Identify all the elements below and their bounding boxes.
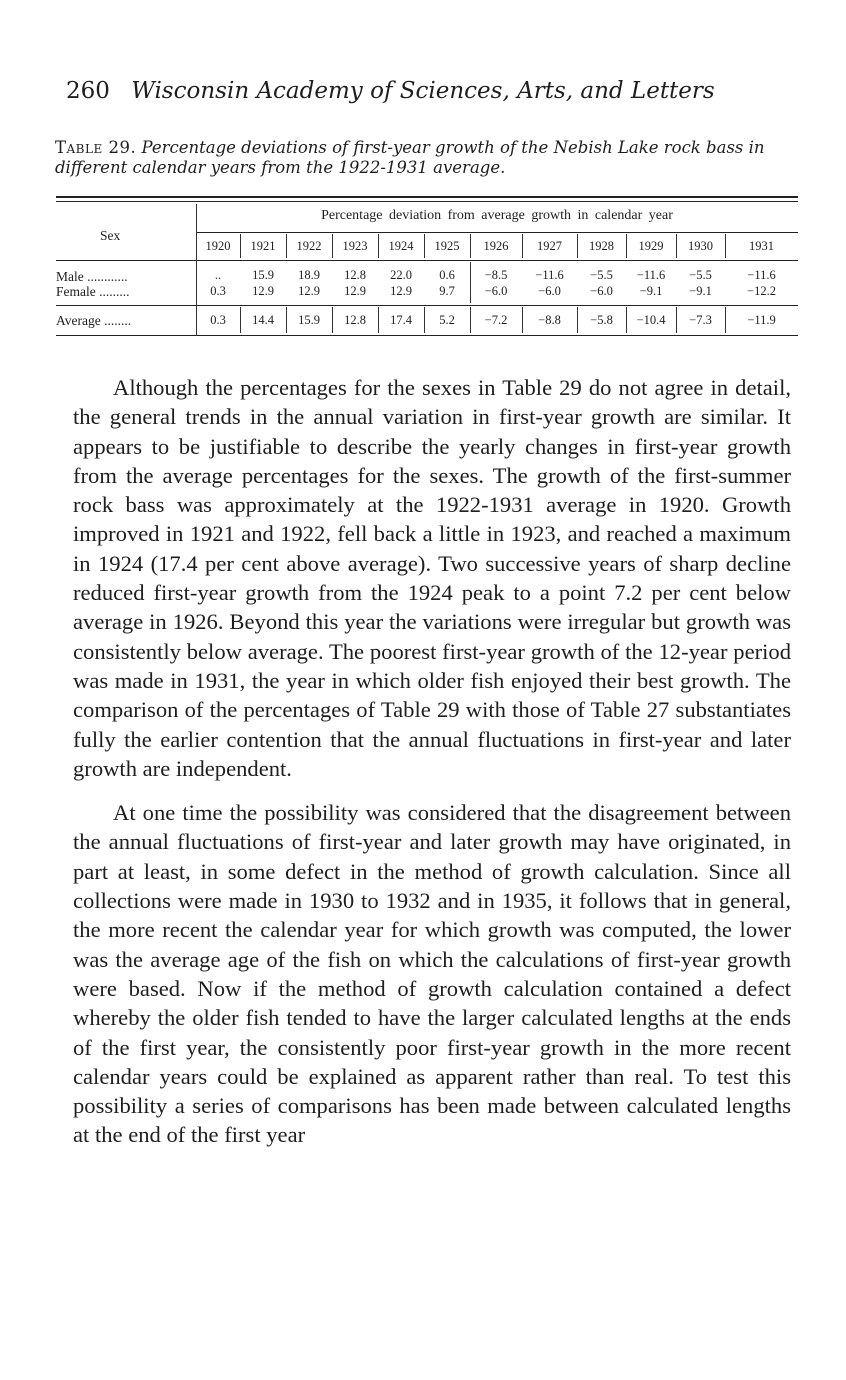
male-row-cell: −8.5 — [484, 268, 508, 282]
column-divider — [725, 234, 726, 258]
year-header: 1931 — [749, 239, 774, 253]
table-top-rule — [56, 196, 798, 198]
male-row-cell: 15.9 — [252, 268, 274, 282]
year-header: 1920 — [205, 239, 231, 253]
paragraph: Although the percentages for the sexes in Table 29 do not agree in detail, the general trends in the annual variation in first-year growth are similar. It appears to be justifiable to describe the yearly changes in first-year growth from the average percentages for the sexes. The growth of the first-summer rock bass was approximately at the 1922-1931 average in 1920. Growth improved in 1921 and 1922, fell back a little in 1923, and reached a maximum in 1924 (17.4 per cent above average). Two successive years of sharp decline reduced first-year growth from the 1924 peak to a point 7.2 per cent below average in 1926. Beyond this year the variations were irregular but growth was consistently below average. The poorest first-year growth of the 12-year period was made in 1931, the year in which older fish enjoyed their best growth. The comparison of the percentages of Table 29 with those of Table 27 substantiates fully the earlier contention that the annual fluctuations in first-year and later growth are independent. — [73, 375, 791, 781]
male-row-cell: 12.8 — [344, 268, 366, 282]
average-row-cell: −7.3 — [689, 313, 712, 327]
header-bottom-rule — [56, 260, 798, 261]
row-label-male: Male ............ — [56, 269, 128, 284]
male-row-cell: .. — [214, 268, 222, 282]
running-head — [66, 78, 715, 104]
female-row-cell: −9.1 — [689, 284, 712, 298]
journal-title: Wisconsin Academy of Sciences, Arts, and Letters — [131, 78, 715, 104]
average-row-cell: −10.4 — [636, 313, 666, 327]
spanner-rule — [196, 232, 798, 233]
column-divider — [332, 234, 333, 258]
year-header: 1928 — [589, 239, 614, 253]
year-header: 1927 — [537, 239, 562, 253]
table-caption — [55, 138, 800, 178]
average-row-cell: −8.8 — [538, 313, 561, 327]
year-header: 1926 — [483, 239, 509, 253]
table-bottom-rule — [56, 335, 798, 336]
average-top-rule — [56, 305, 798, 306]
body-text — [73, 373, 791, 1165]
year-header: 1929 — [638, 239, 664, 253]
female-row-cell: −12.2 — [747, 284, 776, 298]
column-divider — [378, 234, 379, 258]
male-row-cell: −11.6 — [535, 268, 564, 282]
average-row-cell: −5.8 — [590, 313, 613, 327]
average-row-cell: 0.3 — [210, 313, 226, 327]
female-row-cell: −6.0 — [590, 284, 613, 298]
average-row-cell: 12.8 — [344, 313, 366, 327]
female-row-cell: 9.7 — [439, 284, 455, 298]
row-label-average: Average ........ — [56, 313, 132, 328]
average-row-cell: 17.4 — [390, 313, 412, 327]
male-row-cell: 0.6 — [439, 268, 455, 282]
male-row-cell: 18.9 — [298, 268, 320, 282]
year-header: 1921 — [250, 239, 276, 253]
female-row-cell: 12.9 — [298, 284, 320, 298]
average-row-cell: 14.4 — [252, 313, 274, 327]
male-row-cell: 22.0 — [390, 268, 412, 282]
average-row-cell: −11.9 — [747, 313, 776, 327]
column-divider — [522, 234, 523, 258]
male-row-cell: −11.6 — [636, 268, 666, 282]
male-row-cell: −5.5 — [689, 268, 712, 282]
column-divider — [240, 234, 241, 258]
female-row-cell: 12.9 — [252, 284, 274, 298]
table-caption-text: Percentage deviations of first-year growth of the Nebish Lake rock bass in different calendar years from the 1922-1931 average. — [55, 138, 765, 177]
data-table — [56, 196, 798, 338]
female-row-cell: −9.1 — [639, 284, 663, 298]
paragraph: At one time the possibility was considered that the disagreement between the annual fluctuations of first-year and later growth may have originated, in part at least, in some defect in the method of growth calculation. Since all collections were made in 1930 to 1932 and in 1935, it follows that in general, the more recent the calendar year for which growth was computed, the lower was the average age of the fish on which the calculations of first-year growth were based. Now if the method of growth calculation contained a defect whereby the older fish tended to have the larger calculated lengths at the ends of the first year, the consistently poor first-year growth in the more recent calendar years could be explained as apparent rather than real. To test this possibility a series of comparisons has been made between calculated lengths at the end of the first year — [73, 800, 791, 1148]
page-number: 260 — [66, 78, 110, 104]
average-row-cell: −7.2 — [484, 313, 508, 327]
female-row-cell: −6.0 — [538, 284, 561, 298]
female-row-cell: 12.9 — [344, 284, 366, 298]
table-label: Table 29. — [55, 138, 137, 157]
table-top-rule-inner — [56, 201, 798, 202]
female-row-cell: −6.0 — [484, 284, 508, 298]
average-row-cell: 15.9 — [298, 313, 320, 327]
year-header: 1930 — [688, 239, 713, 253]
column-divider — [676, 234, 677, 258]
year-header: 1924 — [388, 239, 414, 253]
year-header: 1922 — [296, 239, 322, 253]
column-divider — [286, 234, 287, 258]
average-row-cell: 5.2 — [439, 313, 455, 327]
male-row-cell: −5.5 — [590, 268, 613, 282]
year-header: 1923 — [342, 239, 368, 253]
column-divider — [424, 234, 425, 258]
row-label-female: Female ......... — [56, 284, 130, 299]
column-divider — [470, 234, 471, 258]
stub-header: Sex — [100, 228, 121, 243]
year-header: 1925 — [434, 239, 460, 253]
spanner-header: Percentage deviation from average growth in calendar year — [321, 208, 673, 223]
female-row-cell: 12.9 — [390, 284, 412, 298]
male-row-cell: −11.6 — [747, 268, 776, 282]
column-divider — [626, 234, 627, 258]
column-divider — [577, 234, 578, 258]
female-row-cell: 0.3 — [210, 284, 226, 298]
